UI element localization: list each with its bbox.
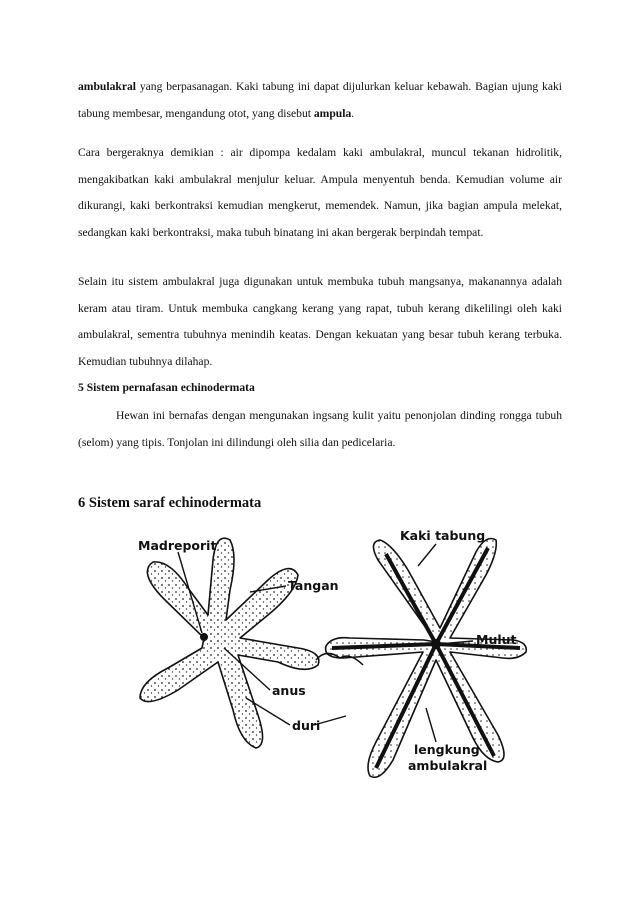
label-tangan: Tangan	[288, 578, 339, 593]
label-mulut: Mulut	[476, 632, 517, 647]
section-5-body: Hewan ini bernafas dengan mengunakan ingsang kulit yaitu penonjolan dinding rongga tubuh (selom) yang tipis. Tonjolan ini dilindungi oleh silia dan pedicelaria.	[78, 409, 562, 449]
paragraph-movement: Cara bergeraknya demikian : air dipompa kedalam kaki ambulakral, muncul tekanan hidrolitik, mengakibatkan kaki ambulakral menjulur keluar. Ampula menyentuh benda. Kemudian volume air dikurangi, kaki berkontraksi kemudian mengkerut, memendek. Namun, jika bagian ampula melekat, sedangkan kaki berkontraksi, maka tubuh binatang ini akan bergerak berpindah tempat.	[78, 146, 562, 239]
label-lengkung: lengkung	[414, 742, 480, 757]
term-ambulakral: ambulakral	[78, 80, 136, 93]
label-anus: anus	[272, 683, 306, 698]
section-6-heading: 6 Sistem saraf echinodermata	[78, 495, 262, 511]
paragraph-ambulakral	[78, 74, 562, 127]
starfish-aboral-view	[140, 538, 319, 748]
paragraph-ambulakral-text: yang berpasanagan. Kaki tabung ini dapat dijulurkan keluar kebawah. Bagian ujung kaki tabung membesar, mengandung otot, yang disebut	[78, 80, 562, 120]
label-ambulakral: ambulakral	[408, 758, 488, 773]
section-5-heading: 5 Sistem pernafasan echinodermata	[78, 381, 255, 394]
starfish-illustration	[118, 520, 530, 782]
label-kaki-tabung: Kaki tabung	[400, 528, 486, 543]
paragraph-feeding: Selain itu sistem ambulakral juga digunakan untuk membuka tubuh mangsanya, makanannya adalah keram atau tiram. Untuk membuka cangkang kerang yang rapat, tubuh kerang dikelilingi oleh kaki ambulakral, sementra tubuhnya menindih keatas. Dengan kekuatan yang besar tubuh kerang terbuka. Kemudian tubuhnya dilahap.	[78, 275, 562, 368]
paragraph-ambulakral-end: .	[351, 106, 355, 120]
starfish-figure	[118, 520, 530, 782]
term-ampula: ampula	[313, 106, 352, 120]
label-duri: duri	[292, 718, 321, 733]
label-madreporit: Madreporit	[138, 538, 217, 553]
